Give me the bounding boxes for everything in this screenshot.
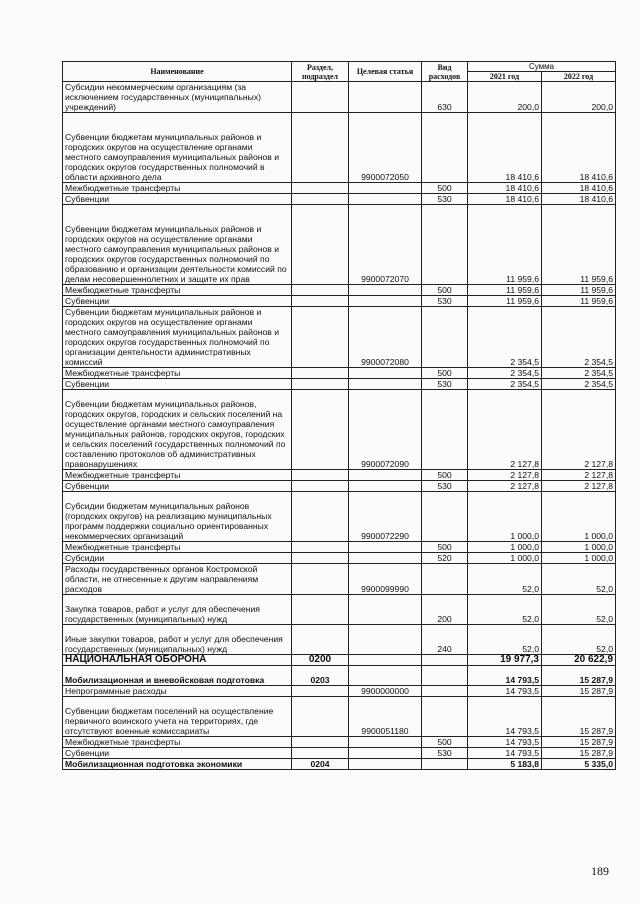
row-sum-2022: 18 410,6 <box>542 183 616 194</box>
row-name: Закупка товаров, работ и услуг для обеспечения государственных (муниципальных) нужд <box>63 595 292 625</box>
row-razdel <box>292 194 349 205</box>
row-vid: 530 <box>422 194 468 205</box>
row-sum-2022: 5 335,0 <box>542 759 616 770</box>
row-sum-2021: 19 977,3 <box>468 655 542 666</box>
row-name: Межбюджетные трансферты <box>63 470 292 481</box>
table-row <box>63 205 616 285</box>
table-row <box>63 595 616 625</box>
row-name: Субвенции бюджетам муниципальных районов и городских округов на осуществление органами местного самоуправления муниципальных районов и городских округов государственных полномочий в области архивного дела <box>63 113 292 183</box>
table-row <box>63 686 616 697</box>
row-vid <box>422 492 468 542</box>
row-name: Межбюджетные трансферты <box>63 737 292 748</box>
header-celevaya: Целевая статья <box>349 62 422 82</box>
row-razdel <box>292 492 349 542</box>
row-vid <box>422 697 468 737</box>
row-sum-2021: 200,0 <box>468 82 542 113</box>
row-celevaya <box>349 759 422 770</box>
row-sum-2021: 14 793,5 <box>468 697 542 737</box>
row-vid <box>422 205 468 285</box>
row-sum-2022: 2 127,8 <box>542 390 616 470</box>
table-row <box>63 748 616 759</box>
row-sum-2021: 18 410,6 <box>468 194 542 205</box>
row-vid <box>422 666 468 686</box>
row-sum-2021: 1 000,0 <box>468 553 542 564</box>
row-celevaya <box>349 748 422 759</box>
table-row <box>63 759 616 770</box>
row-vid: 200 <box>422 595 468 625</box>
row-name: Субвенции <box>63 748 292 759</box>
row-sum-2021: 2 354,5 <box>468 379 542 390</box>
row-name: Иные закупки товаров, работ и услуг для обеспечения государственных (муниципальных) нужд <box>63 625 292 655</box>
row-razdel: 0203 <box>292 666 349 686</box>
row-celevaya <box>349 481 422 492</box>
row-name: Субвенции бюджетам муниципальных районов и городских округов на осуществление органами местного самоуправления муниципальных районов и городских округов государственных полномочий по образованию и организации деятельности комиссий по делам несовершеннолетних и защите их прав <box>63 205 292 285</box>
row-sum-2021: 2 354,5 <box>468 307 542 368</box>
row-razdel <box>292 697 349 737</box>
row-sum-2022: 15 287,9 <box>542 697 616 737</box>
row-name: НАЦИОНАЛЬНАЯ ОБОРОНА <box>63 655 292 666</box>
row-sum-2021: 11 959,6 <box>468 296 542 307</box>
row-razdel <box>292 307 349 368</box>
row-celevaya <box>349 82 422 113</box>
row-name: Субсидии <box>63 553 292 564</box>
header-name: Наименование <box>63 62 292 82</box>
row-name: Межбюджетные трансферты <box>63 542 292 553</box>
row-sum-2022: 15 287,9 <box>542 748 616 759</box>
row-sum-2022: 52,0 <box>542 564 616 595</box>
row-sum-2021: 14 793,5 <box>468 666 542 686</box>
row-sum-2022: 2 127,8 <box>542 481 616 492</box>
page-number: 189 <box>591 864 609 878</box>
row-sum-2021: 52,0 <box>468 595 542 625</box>
row-sum-2021: 11 959,6 <box>468 205 542 285</box>
row-vid: 500 <box>422 737 468 748</box>
row-vid: 240 <box>422 625 468 655</box>
row-sum-2021: 2 127,8 <box>468 390 542 470</box>
row-name: Мобилизационная подготовка экономики <box>63 759 292 770</box>
row-name: Субвенции <box>63 194 292 205</box>
row-celevaya: 9900072090 <box>349 390 422 470</box>
header-razdel: Раздел, подраздел <box>292 62 349 82</box>
table-row <box>63 285 616 296</box>
row-razdel <box>292 113 349 183</box>
row-vid: 630 <box>422 82 468 113</box>
row-razdel <box>292 285 349 296</box>
row-celevaya <box>349 296 422 307</box>
row-celevaya: 9900000000 <box>349 686 422 697</box>
row-sum-2022: 11 959,6 <box>542 296 616 307</box>
table-row <box>63 553 616 564</box>
table-row <box>63 655 616 666</box>
row-razdel: 0204 <box>292 759 349 770</box>
row-name: Субвенции <box>63 379 292 390</box>
row-sum-2021: 52,0 <box>468 625 542 655</box>
row-sum-2021: 52,0 <box>468 564 542 595</box>
row-celevaya <box>349 542 422 553</box>
row-celevaya <box>349 470 422 481</box>
table-row <box>63 481 616 492</box>
row-sum-2022: 2 354,5 <box>542 379 616 390</box>
row-vid: 530 <box>422 379 468 390</box>
row-name: Субвенции бюджетам поселений на осуществление первичного воинского учета на территориях, где отсутствуют военные комиссариаты <box>63 697 292 737</box>
row-razdel <box>292 390 349 470</box>
row-name: Межбюджетные трансферты <box>63 183 292 194</box>
row-name: Субвенции <box>63 481 292 492</box>
row-name: Межбюджетные трансферты <box>63 368 292 379</box>
row-sum-2021: 2 354,5 <box>468 368 542 379</box>
row-razdel <box>292 553 349 564</box>
row-celevaya <box>349 625 422 655</box>
table-row <box>63 368 616 379</box>
table-row <box>63 625 616 655</box>
row-sum-2022: 20 622,9 <box>542 655 616 666</box>
row-vid: 500 <box>422 183 468 194</box>
row-sum-2022: 11 959,6 <box>542 205 616 285</box>
row-sum-2021: 18 410,6 <box>468 113 542 183</box>
row-vid: 500 <box>422 542 468 553</box>
row-name: Субсидии бюджетам муниципальных районов (городских округов) на реализацию муниципальных программ поддержки социально ориентированных некоммерческих организаций <box>63 492 292 542</box>
row-vid <box>422 113 468 183</box>
header-2021: 2021 год <box>468 72 542 82</box>
row-vid <box>422 686 468 697</box>
table-row <box>63 82 616 113</box>
row-sum-2021: 18 410,6 <box>468 183 542 194</box>
row-celevaya <box>349 285 422 296</box>
row-sum-2022: 1 000,0 <box>542 553 616 564</box>
table-row <box>63 697 616 737</box>
row-sum-2022: 18 410,6 <box>542 194 616 205</box>
row-celevaya <box>349 553 422 564</box>
table-row <box>63 194 616 205</box>
row-sum-2022: 200,0 <box>542 82 616 113</box>
table-row <box>63 113 616 183</box>
row-vid: 530 <box>422 481 468 492</box>
row-vid <box>422 307 468 368</box>
header-2022: 2022 год <box>542 72 616 82</box>
table-row <box>63 379 616 390</box>
row-sum-2021: 1 000,0 <box>468 542 542 553</box>
row-celevaya: 9900072070 <box>349 205 422 285</box>
row-sum-2022: 18 410,6 <box>542 113 616 183</box>
row-sum-2021: 11 959,6 <box>468 285 542 296</box>
row-name: Мобилизационная и вневойсковая подготовка <box>63 666 292 686</box>
row-sum-2022: 15 287,9 <box>542 666 616 686</box>
row-celevaya <box>349 194 422 205</box>
table-row <box>63 470 616 481</box>
row-sum-2022: 52,0 <box>542 625 616 655</box>
row-razdel: 0200 <box>292 655 349 666</box>
row-razdel <box>292 542 349 553</box>
table-body <box>63 82 616 770</box>
row-celevaya <box>349 737 422 748</box>
row-sum-2022: 1 000,0 <box>542 542 616 553</box>
row-sum-2022: 15 287,9 <box>542 737 616 748</box>
row-celevaya <box>349 368 422 379</box>
row-celevaya: 9900072050 <box>349 113 422 183</box>
row-vid <box>422 759 468 770</box>
row-name: Субсидии некоммерческим организациям (за исключением государственных (муниципальных) учреждений) <box>63 82 292 113</box>
row-sum-2021: 2 127,8 <box>468 481 542 492</box>
row-name: Непрограммные расходы <box>63 686 292 697</box>
table-header <box>63 62 616 82</box>
row-razdel <box>292 470 349 481</box>
row-celevaya: 9900051180 <box>349 697 422 737</box>
table-row <box>63 390 616 470</box>
row-razdel <box>292 481 349 492</box>
row-razdel <box>292 686 349 697</box>
row-celevaya <box>349 655 422 666</box>
row-vid: 500 <box>422 470 468 481</box>
row-vid <box>422 564 468 595</box>
row-razdel <box>292 595 349 625</box>
row-sum-2021: 2 127,8 <box>468 470 542 481</box>
row-vid: 530 <box>422 296 468 307</box>
row-sum-2022: 2 127,8 <box>542 470 616 481</box>
row-celevaya: 9900072080 <box>349 307 422 368</box>
row-razdel <box>292 296 349 307</box>
row-razdel <box>292 564 349 595</box>
row-razdel <box>292 368 349 379</box>
row-razdel <box>292 748 349 759</box>
row-vid: 500 <box>422 368 468 379</box>
budget-table <box>62 61 616 770</box>
row-celevaya <box>349 595 422 625</box>
row-vid: 500 <box>422 285 468 296</box>
table-row <box>63 307 616 368</box>
row-name: Субвенции бюджетам муниципальных районов и городских округов на осуществление органами местного самоуправления муниципальных районов и городских округов государственных полномочий по организации деятельности административных комиссий <box>63 307 292 368</box>
row-razdel <box>292 737 349 748</box>
row-sum-2022: 15 287,9 <box>542 686 616 697</box>
row-name: Расходы государственных органов Костромской области, не отнесенные к другим направлениям расходов <box>63 564 292 595</box>
row-razdel <box>292 205 349 285</box>
row-vid: 530 <box>422 748 468 759</box>
row-sum-2022: 2 354,5 <box>542 307 616 368</box>
table-row <box>63 666 616 686</box>
row-sum-2021: 14 793,5 <box>468 686 542 697</box>
row-celevaya <box>349 666 422 686</box>
row-vid <box>422 390 468 470</box>
row-name: Межбюджетные трансферты <box>63 285 292 296</box>
row-sum-2021: 14 793,5 <box>468 737 542 748</box>
row-sum-2022: 2 354,5 <box>542 368 616 379</box>
row-razdel <box>292 183 349 194</box>
table-row <box>63 183 616 194</box>
row-vid: 520 <box>422 553 468 564</box>
row-razdel <box>292 625 349 655</box>
table-row <box>63 564 616 595</box>
row-celevaya <box>349 379 422 390</box>
row-razdel <box>292 82 349 113</box>
row-vid <box>422 655 468 666</box>
row-sum-2021: 14 793,5 <box>468 748 542 759</box>
row-razdel <box>292 379 349 390</box>
table-row <box>63 737 616 748</box>
row-sum-2021: 1 000,0 <box>468 492 542 542</box>
table-row <box>63 296 616 307</box>
row-sum-2022: 11 959,6 <box>542 285 616 296</box>
row-sum-2022: 52,0 <box>542 595 616 625</box>
row-celevaya: 9900072290 <box>349 492 422 542</box>
table-row <box>63 492 616 542</box>
row-celevaya <box>349 183 422 194</box>
header-vid: Вид расходов <box>422 62 468 82</box>
row-celevaya: 9900099990 <box>349 564 422 595</box>
row-name: Субвенции бюджетам муниципальных районов, городских округов, городских и сельских поселений на осуществление органами местного самоуправления муниципальных районов, городских округов, городских и сельских поселений государственных полномочий по составлению протоколов об административных правонарушениях <box>63 390 292 470</box>
row-sum-2021: 5 183,8 <box>468 759 542 770</box>
table-row <box>63 542 616 553</box>
row-sum-2022: 1 000,0 <box>542 492 616 542</box>
header-summa: Сумма <box>468 62 616 72</box>
row-name: Субвенции <box>63 296 292 307</box>
